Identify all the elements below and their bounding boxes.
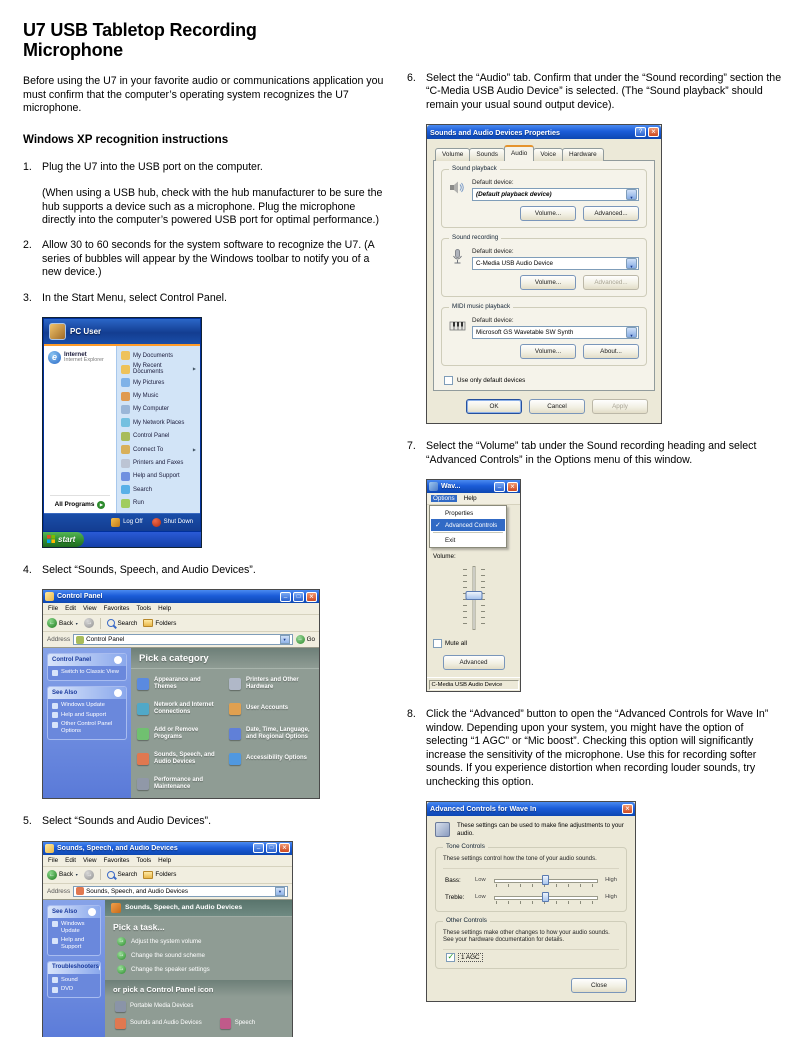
category-performance-and-maintenance[interactable]: Performance and Maintenance [137,777,221,791]
task-arrow-icon [117,951,126,960]
menu-help[interactable]: Help [158,856,172,864]
tab-audio[interactable]: Audio [504,145,534,161]
recording-device-select[interactable]: C-Media USB Audio Device ▼ [472,257,639,270]
volume-slider-thumb[interactable] [465,591,482,600]
menu-item-exit[interactable]: Exit [445,536,456,544]
playback-volume-button[interactable]: Volume... [520,206,576,221]
address-dropdown-button[interactable] [275,887,285,896]
ok-button[interactable]: OK [466,399,522,414]
status-bar [427,677,520,691]
playback-device-select[interactable]: (Default playback device) ▼ [472,188,639,201]
chevron-down-icon [75,620,78,627]
log-off-icon [111,518,120,527]
screenshot-control-panel-window [42,589,320,799]
help-icon [52,712,58,718]
category-sounds-speech-audio[interactable]: Sounds, Speech, and Audio Devices [137,752,221,766]
category-banner: Sounds, Speech, and Audio Devices [105,900,292,917]
agc-checkbox[interactable]: ✓ 1 AGC [446,953,619,962]
date-time-language-icon [229,728,241,740]
step-text: Select “Sounds, Speech, and Audio Devices”. [42,563,256,576]
step-3 [23,292,391,305]
back-button[interactable]: ← Back ▼ [47,870,78,880]
start-item-connect-to[interactable]: Connect To ▶ [119,443,198,456]
shut-down-icon [152,518,161,527]
dropdown-arrow-icon [626,258,637,269]
category-printers-and-other-hardware[interactable]: Printers and Other Hardware [229,677,313,691]
help-and-support-link[interactable]: Help and Support [52,712,122,719]
performance-maintenance-icon [137,778,149,790]
sidebar-troubleshooters-box: Troubleshooters Sound DVD [47,961,101,998]
divider [100,869,101,880]
chevron-icon [114,689,122,697]
sounds-category-icon [111,903,121,913]
step-text: Click the “Advanced” button to open the “Advanced Controls for Wave In” window. Depending upon your system, you might have the option of selecting “1 AGC” or “Mic boost”. Checking this option will significantly increase the sensitivity of the microphone. Use this for recording softer sounds. If you experience distortion when recording louder sounds, try unchecking this option. [426,708,769,788]
icon-portable-media-devices[interactable]: Portable Media Devices [115,1001,193,1012]
volume-panel [427,505,520,677]
microphone-icon [449,248,466,265]
dvd-troubleshooter-icon [52,987,58,993]
task-adjust-system-volume[interactable]: → Adjust the system volume [105,935,292,949]
menu-bar [43,603,319,615]
step-number: 3. [23,291,32,304]
start-item-my-documents[interactable]: My Documents [119,349,198,362]
folders-button[interactable]: Folders [143,871,176,879]
help-and-support-link[interactable]: Help and Support [52,937,96,950]
back-button[interactable]: ← Back ▼ [47,618,78,628]
recording-volume-button[interactable]: Volume... [520,275,576,290]
sound-playback-group: Sound playback Default device: (Default playback device) ▼ Volume... Advanced... [441,169,647,228]
network-internet-icon [137,703,149,715]
step-text: Select “Sounds and Audio Devices”. [42,815,212,828]
start-item-run[interactable]: Run [119,497,198,510]
pick-icon-heading: or pick a Control Panel icon [105,980,292,997]
section-heading: Windows XP recognition instructions [23,132,229,146]
midi-about-button[interactable]: About... [583,344,639,359]
task-arrow-icon [117,965,126,974]
bass-slider[interactable] [494,875,598,886]
treble-slider[interactable] [494,892,598,903]
folders-button[interactable]: Folders [143,619,176,627]
dialog-title-bar: Sounds and Audio Devices Properties ? × [427,125,661,139]
dialog-buttons [433,391,655,423]
step-7 [407,440,783,467]
step-text: Select the “Audio” tab. Confirm that under the “Sound recording” section the “C-Media USB Audio Device” is selected. (The “Sound playback” should remain your usual sound output device). [426,72,782,111]
title-bar: Control Panel _ □ × [43,590,319,603]
my-pictures-icon [121,378,130,387]
start-item-control-panel[interactable]: Control Panel [119,430,198,443]
go-button[interactable]: → Go [296,635,315,644]
step-number: 8. [407,708,416,721]
advanced-button[interactable]: Advanced [443,655,505,670]
menu-edit[interactable]: Edit [65,605,77,613]
volume-label: Volume: [433,553,456,561]
start-item-my-music[interactable]: My Music [119,389,198,402]
user-accounts-icon [229,703,241,715]
menu-edit: Edit [65,856,77,864]
recording-advanced-button[interactable]: Advanced... [583,275,639,290]
my-documents-icon [121,351,130,360]
task-arrow-icon [117,937,126,946]
menu-favorites[interactable]: Favorites [103,605,130,613]
treble-slider-row: Treble: Low High [445,892,617,903]
window-icon [45,844,54,853]
sidebar-see-also-box: See Also Windows Update Help and Support [47,905,101,956]
menu-item-properties[interactable]: Properties [445,509,474,517]
close-button[interactable] [279,843,290,853]
toolbar [43,615,319,632]
volume-window-icon [429,482,438,491]
back-icon [47,618,57,628]
audio-tab-page [433,160,655,392]
close-dialog-button[interactable]: Close [571,978,627,993]
help-icon [52,938,58,944]
tone-controls-group: Tone Controls These settings control how the tone of your audio sounds. Bass: Low High Treble: Low High [435,847,627,912]
treble-slider-thumb[interactable] [542,892,549,902]
windows-update-link[interactable]: Windows Update [52,702,122,709]
close-button[interactable] [306,592,317,602]
speech-icon [220,1018,231,1029]
sounds-audio-devices-icon [115,1018,126,1029]
my-recent-documents-icon [121,365,130,374]
category-user-accounts[interactable]: User Accounts [229,702,313,716]
volume-slider[interactable] [460,566,488,630]
device-name-status: C-Media USB Audio Device [429,680,519,690]
start-item-printers-and-faxes[interactable]: Printers and Faxes [119,456,198,469]
chevron-icon [99,964,101,972]
start-item-my-pictures[interactable]: My Pictures [119,376,198,389]
control-panel-window-icon [45,592,54,601]
divider [50,495,110,496]
search-icon [107,871,115,879]
category-date-time-language-regional[interactable]: Date, Time, Language, and Regional Options [229,727,313,741]
cancel-button[interactable]: Cancel [529,399,585,414]
sound-troubleshooter-icon [52,977,58,983]
run-icon [121,499,130,508]
printers-hardware-icon [229,678,241,690]
main-panel [131,648,319,798]
search-button[interactable]: Search [107,871,137,879]
go-icon [296,635,305,644]
step-number: 7. [407,440,416,453]
options-dropdown-menu [429,505,507,548]
my-network-places-icon [121,418,130,427]
back-icon [47,870,57,880]
menu-divider [433,532,503,533]
windows-update-icon [52,921,58,927]
forward-button[interactable] [84,870,94,880]
checkbox-checked-icon [446,953,455,962]
sidebar-control-panel-box: Control Panel Switch to Classic View [47,653,127,681]
start-item-my-network-places[interactable]: My Network Places [119,416,198,429]
sound-recording-group: Sound recording Default device: C-Media USB Audio Device ▼ Volume... Advanced... [441,238,647,297]
sidebar [43,900,105,1037]
help-button[interactable] [635,127,646,137]
tab-sounds[interactable]: Sounds [469,148,505,161]
close-button[interactable] [507,482,518,492]
start-item-my-computer[interactable]: My Computer [119,403,198,416]
tab-volume[interactable]: Volume [435,148,470,161]
menu-options[interactable]: Options [433,495,455,503]
use-default-devices-checkbox[interactable]: Use only default devices [444,376,647,385]
search-button[interactable]: Search [107,619,137,627]
help-and-support-icon [121,472,130,481]
start-button[interactable]: start [43,532,84,547]
chevron-down-icon [75,871,78,878]
sounds-speech-audio-icon [137,753,149,765]
minimize-button[interactable] [280,592,291,602]
category-add-or-remove-programs[interactable]: Add or Remove Programs [137,727,221,741]
maximize-button[interactable] [266,843,277,853]
control-panel-icon [121,432,130,441]
screenshot-start-menu [42,317,202,548]
menu-file[interactable]: File [48,856,59,864]
midi-device-select[interactable]: Microsoft GS Wavetable SW Synth ▼ [472,326,639,339]
user-avatar [49,323,66,340]
menu-item-advanced-controls[interactable]: ✓ Advanced Controls [431,519,505,531]
task-change-speaker-settings[interactable]: → Change the speaker settings [105,963,292,977]
menu-view[interactable]: View [83,856,97,864]
step-text: Select the “Volume” tab under the Sound recording heading and select “Advanced Controls” in the Options menu of this window. [426,440,757,466]
task-change-sound-scheme[interactable]: → Change the sound scheme [105,949,292,963]
windows-logo-icon [47,535,55,543]
start-item-internet[interactable]: e Internet Internet Explorer [46,349,114,366]
category-accessibility-options[interactable]: Accessibility Options [229,752,313,766]
dropdown-arrow-icon [626,327,637,338]
appearance-themes-icon [137,678,149,690]
apply-button[interactable]: Apply [592,399,648,414]
troubleshooter-sound-link[interactable]: Sound [52,977,96,984]
maximize-button[interactable] [293,592,304,602]
dialog-title-bar: Advanced Controls for Wave In × [427,802,635,816]
playback-advanced-button[interactable]: Advanced... [583,206,639,221]
page-title: U7 USB Tabletop Recording Microphone [23,20,257,61]
switch-classic-view-link[interactable]: Switch to Classic View [52,669,122,676]
step-5 [23,815,391,828]
intro-paragraph: Before using the U7 in your favorite audio or communications application you must confirm that the computer’s operating system recognizes the U7 microphone. [23,75,384,115]
other-control-panel-options-link[interactable]: Other Control Panel Options [52,721,122,734]
step-number: 5. [23,815,32,828]
pick-task-heading: Pick a task... [113,921,165,932]
connect-to-icon [121,445,130,454]
step-text: Plug the U7 into the USB port on the computer. [42,160,263,173]
mute-all-checkbox[interactable]: Mute all [433,639,467,648]
portable-media-devices-icon [115,1001,126,1012]
tab-voice[interactable]: Voice [533,148,563,161]
menu-tools[interactable]: Tools [136,605,152,613]
windows-update-icon [52,703,58,709]
checkbox-icon [444,376,453,385]
midi-playback-group: MIDI music playback Default device: Microsoft GS Wavetable SW Synth ▼ Volume... About... [441,307,647,366]
speaker-icon [449,179,466,196]
submenu-arrow-icon [193,447,196,453]
menu-favorites[interactable]: Favorites [103,856,130,864]
icon-sounds-and-audio-devices[interactable]: Sounds and Audio Devices [115,1018,202,1029]
divider [100,618,101,629]
menu-view[interactable]: View [83,605,97,613]
search-icon [107,619,115,627]
chevron-icon [114,656,122,664]
screenshot-sounds-speech-audio-window [42,841,293,1037]
search-icon [121,485,130,494]
address-input[interactable]: Control Panel ▼ [73,634,292,645]
screenshot-wave-volume-window [426,479,521,692]
pick-category-heading: Pick a category [131,648,319,669]
log-off-button[interactable]: Log Off [111,518,143,527]
all-programs-button[interactable]: All Programs ▶ [46,498,114,511]
icon-speech[interactable]: Speech [220,1018,255,1029]
midi-keyboard-icon [449,317,466,334]
bass-slider-row: Bass: Low High [445,875,617,886]
step-note: (When using a USB hub, check with the hub manufacturer to be sure the hub supports a device such as a microphone. Plug the microphone directly into the computer’s powered USB port for optimal performance.) [42,187,383,227]
my-computer-icon [121,405,130,414]
my-music-icon [121,392,130,401]
midi-volume-button[interactable]: Volume... [520,344,576,359]
address-bar: Address Control Panel ▼ → Go [43,632,319,648]
title-bar: Sounds, Speech, and Audio Devices _ □ × [43,842,292,855]
settings-icon [435,822,450,837]
main-panel [105,900,292,1037]
start-item-search[interactable]: Search [119,483,198,496]
bass-slider-thumb[interactable] [542,875,549,885]
screenshot-audio-properties-dialog [426,124,662,424]
category-appearance-and-themes[interactable]: Appearance and Themes [137,677,221,691]
start-item-my-recent-documents[interactable]: My Recent Documents ▶ [119,363,198,376]
step-6 [407,72,783,112]
menu-help[interactable]: Help [158,605,172,613]
close-button[interactable] [622,804,633,814]
start-item-help-and-support[interactable]: Help and Support [119,470,198,483]
user-name: PC User [70,327,102,337]
step-1 [23,161,391,228]
start-menu-header [44,319,200,344]
menu-bar [427,493,520,505]
address-dropdown-button[interactable] [280,635,290,644]
menu-help[interactable]: Help [463,495,477,503]
internet-explorer-icon [48,351,61,364]
step-number: 1. [23,160,32,173]
minimize-button[interactable] [494,482,505,492]
printers-and-faxes-icon [121,459,130,468]
sidebar-see-also-box: See Also Windows Update Help and Support Other Control Panel Options [47,686,127,740]
address-input[interactable]: Sounds, Speech, and Audio Devices ▼ [73,886,288,897]
taskbar [43,532,201,547]
close-button[interactable] [648,127,659,137]
accessibility-icon [229,753,241,765]
forward-button[interactable] [84,618,94,628]
category-network-and-internet[interactable]: Network and Internet Connections [137,702,221,716]
add-remove-programs-icon [137,728,149,740]
sidebar [43,648,131,798]
menu-tools[interactable]: Tools [136,856,152,864]
chevron-icon [88,908,96,916]
folders-icon [143,619,153,627]
options-icon [52,722,58,728]
step-number: 4. [23,563,32,576]
troubleshooter-dvd-link[interactable]: DVD [52,986,96,993]
toolbar [43,867,292,884]
other-controls-group: Other Controls These settings make other changes to how your audio sounds. See your hardware documentation for details. ✓ 1 AGC [435,921,627,970]
step-number: 2. [23,239,32,252]
address-bar: Address Sounds, Speech, and Audio Devices ▼ [43,884,292,900]
menu-bar [43,855,292,867]
step-number: 6. [407,72,416,84]
screenshot-advanced-controls-dialog: Advanced Controls for Wave In × These settings can be used to make fine adjustments to your audio. Tone Controls These settings control how the tone of your audio sounds. Bass: Low High Treble: Low High Other Controls These settings make other changes to how your audio sounds. See your hardware documentation for details. ✓ 1 AGC Close [426,801,636,1002]
switch-view-icon [52,670,58,676]
step-8 [407,708,783,789]
tab-hardware[interactable]: Hardware [562,148,604,161]
submenu-arrow-icon [193,366,196,372]
arrow-right-icon [97,501,105,509]
minimize-button[interactable] [253,843,264,853]
step-text: In the Start Menu, select Control Panel. [42,291,227,304]
tab-strip [433,144,655,160]
step-text: Allow 30 to 60 seconds for the system software to recognize the U7. (A series of bubbles will appear by the Windows toolbar to notify you of a new device.) [42,239,375,279]
control-panel-icon [76,636,84,644]
shut-down-button[interactable]: Shut Down [152,518,193,527]
start-menu-footer [44,513,200,531]
sounds-category-icon [76,887,84,895]
folders-icon [143,871,153,879]
dropdown-arrow-icon [626,189,637,200]
step-2 [23,239,391,279]
title-bar: Wav... _ × [427,480,520,493]
step-4 [23,564,391,577]
windows-update-link[interactable]: Windows Update [52,921,96,934]
checkbox-icon [433,639,442,648]
menu-file[interactable]: File [48,605,59,613]
